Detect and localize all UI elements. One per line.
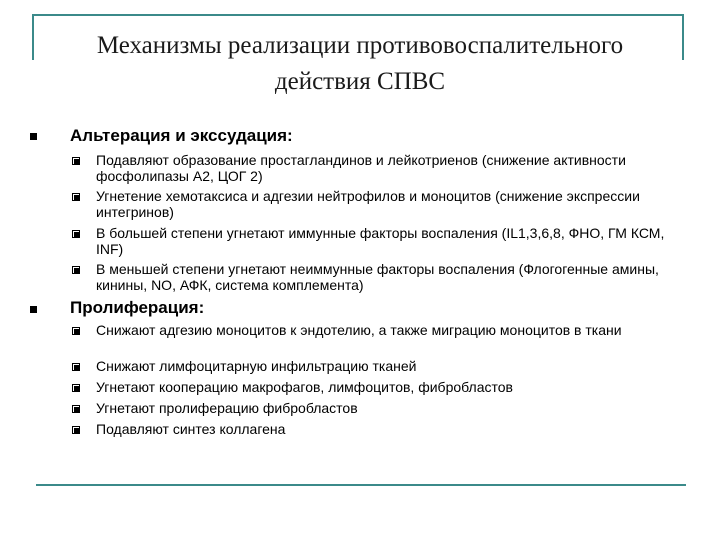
list-item: Угнетают пролиферацию фибробластов	[96, 400, 358, 416]
list-item: Снижают адгезию моноцитов к эндотелию, а также миграцию моноцитов в ткани	[96, 322, 622, 338]
list-item: Угнетение хемотаксиса и адгезии нейтрофилов и моноцитов (снижение экспрессии интегринов)	[96, 188, 640, 220]
section-heading-alteration: Альтерация и экссудация:	[70, 126, 293, 145]
slide-title-line-1: Механизмы реализации противовоспалительного	[96, 32, 624, 59]
hollow-square-bullet-icon	[72, 193, 80, 201]
frame-bottom-line	[36, 484, 686, 486]
list-item: В меньшей степени угнетают неиммунные факторы воспаления (Флогогенные амины, кинины, NO, АФК, система комплемента)	[96, 261, 659, 293]
frame-right-line	[682, 14, 684, 60]
list-item: Снижают лимфоцитарную инфильтрацию тканей	[96, 358, 417, 374]
hollow-square-bullet-icon	[72, 405, 80, 413]
frame-left-line	[32, 14, 34, 60]
list-item: Подавляют образование простагландинов и лейкотриенов (снижение активности фосфолипазы А2, ЦОГ 2)	[96, 152, 626, 184]
hollow-square-bullet-icon	[72, 426, 80, 434]
list-item: В большей степени угнетают иммунные факторы воспаления (IL1,3,6,8, ФНО, ГМ КСМ, INF)	[96, 225, 665, 257]
hollow-square-bullet-icon	[72, 327, 80, 335]
list-item: Подавляют синтез коллагена	[96, 421, 286, 437]
slide-title-line-2: действия СПВС	[274, 68, 446, 95]
hollow-square-bullet-icon	[72, 157, 80, 165]
hollow-square-bullet-icon	[72, 230, 80, 238]
hollow-square-bullet-icon	[72, 384, 80, 392]
hollow-square-bullet-icon	[72, 266, 80, 274]
square-bullet-icon	[30, 306, 37, 313]
square-bullet-icon	[30, 133, 37, 140]
hollow-square-bullet-icon	[72, 363, 80, 371]
section-heading-proliferation: Пролиферация:	[70, 298, 205, 317]
frame-top-line	[32, 14, 684, 16]
list-item: Угнетают кооперацию макрофагов, лимфоцитов, фибробластов	[96, 379, 513, 395]
slide-title	[40, 28, 680, 100]
